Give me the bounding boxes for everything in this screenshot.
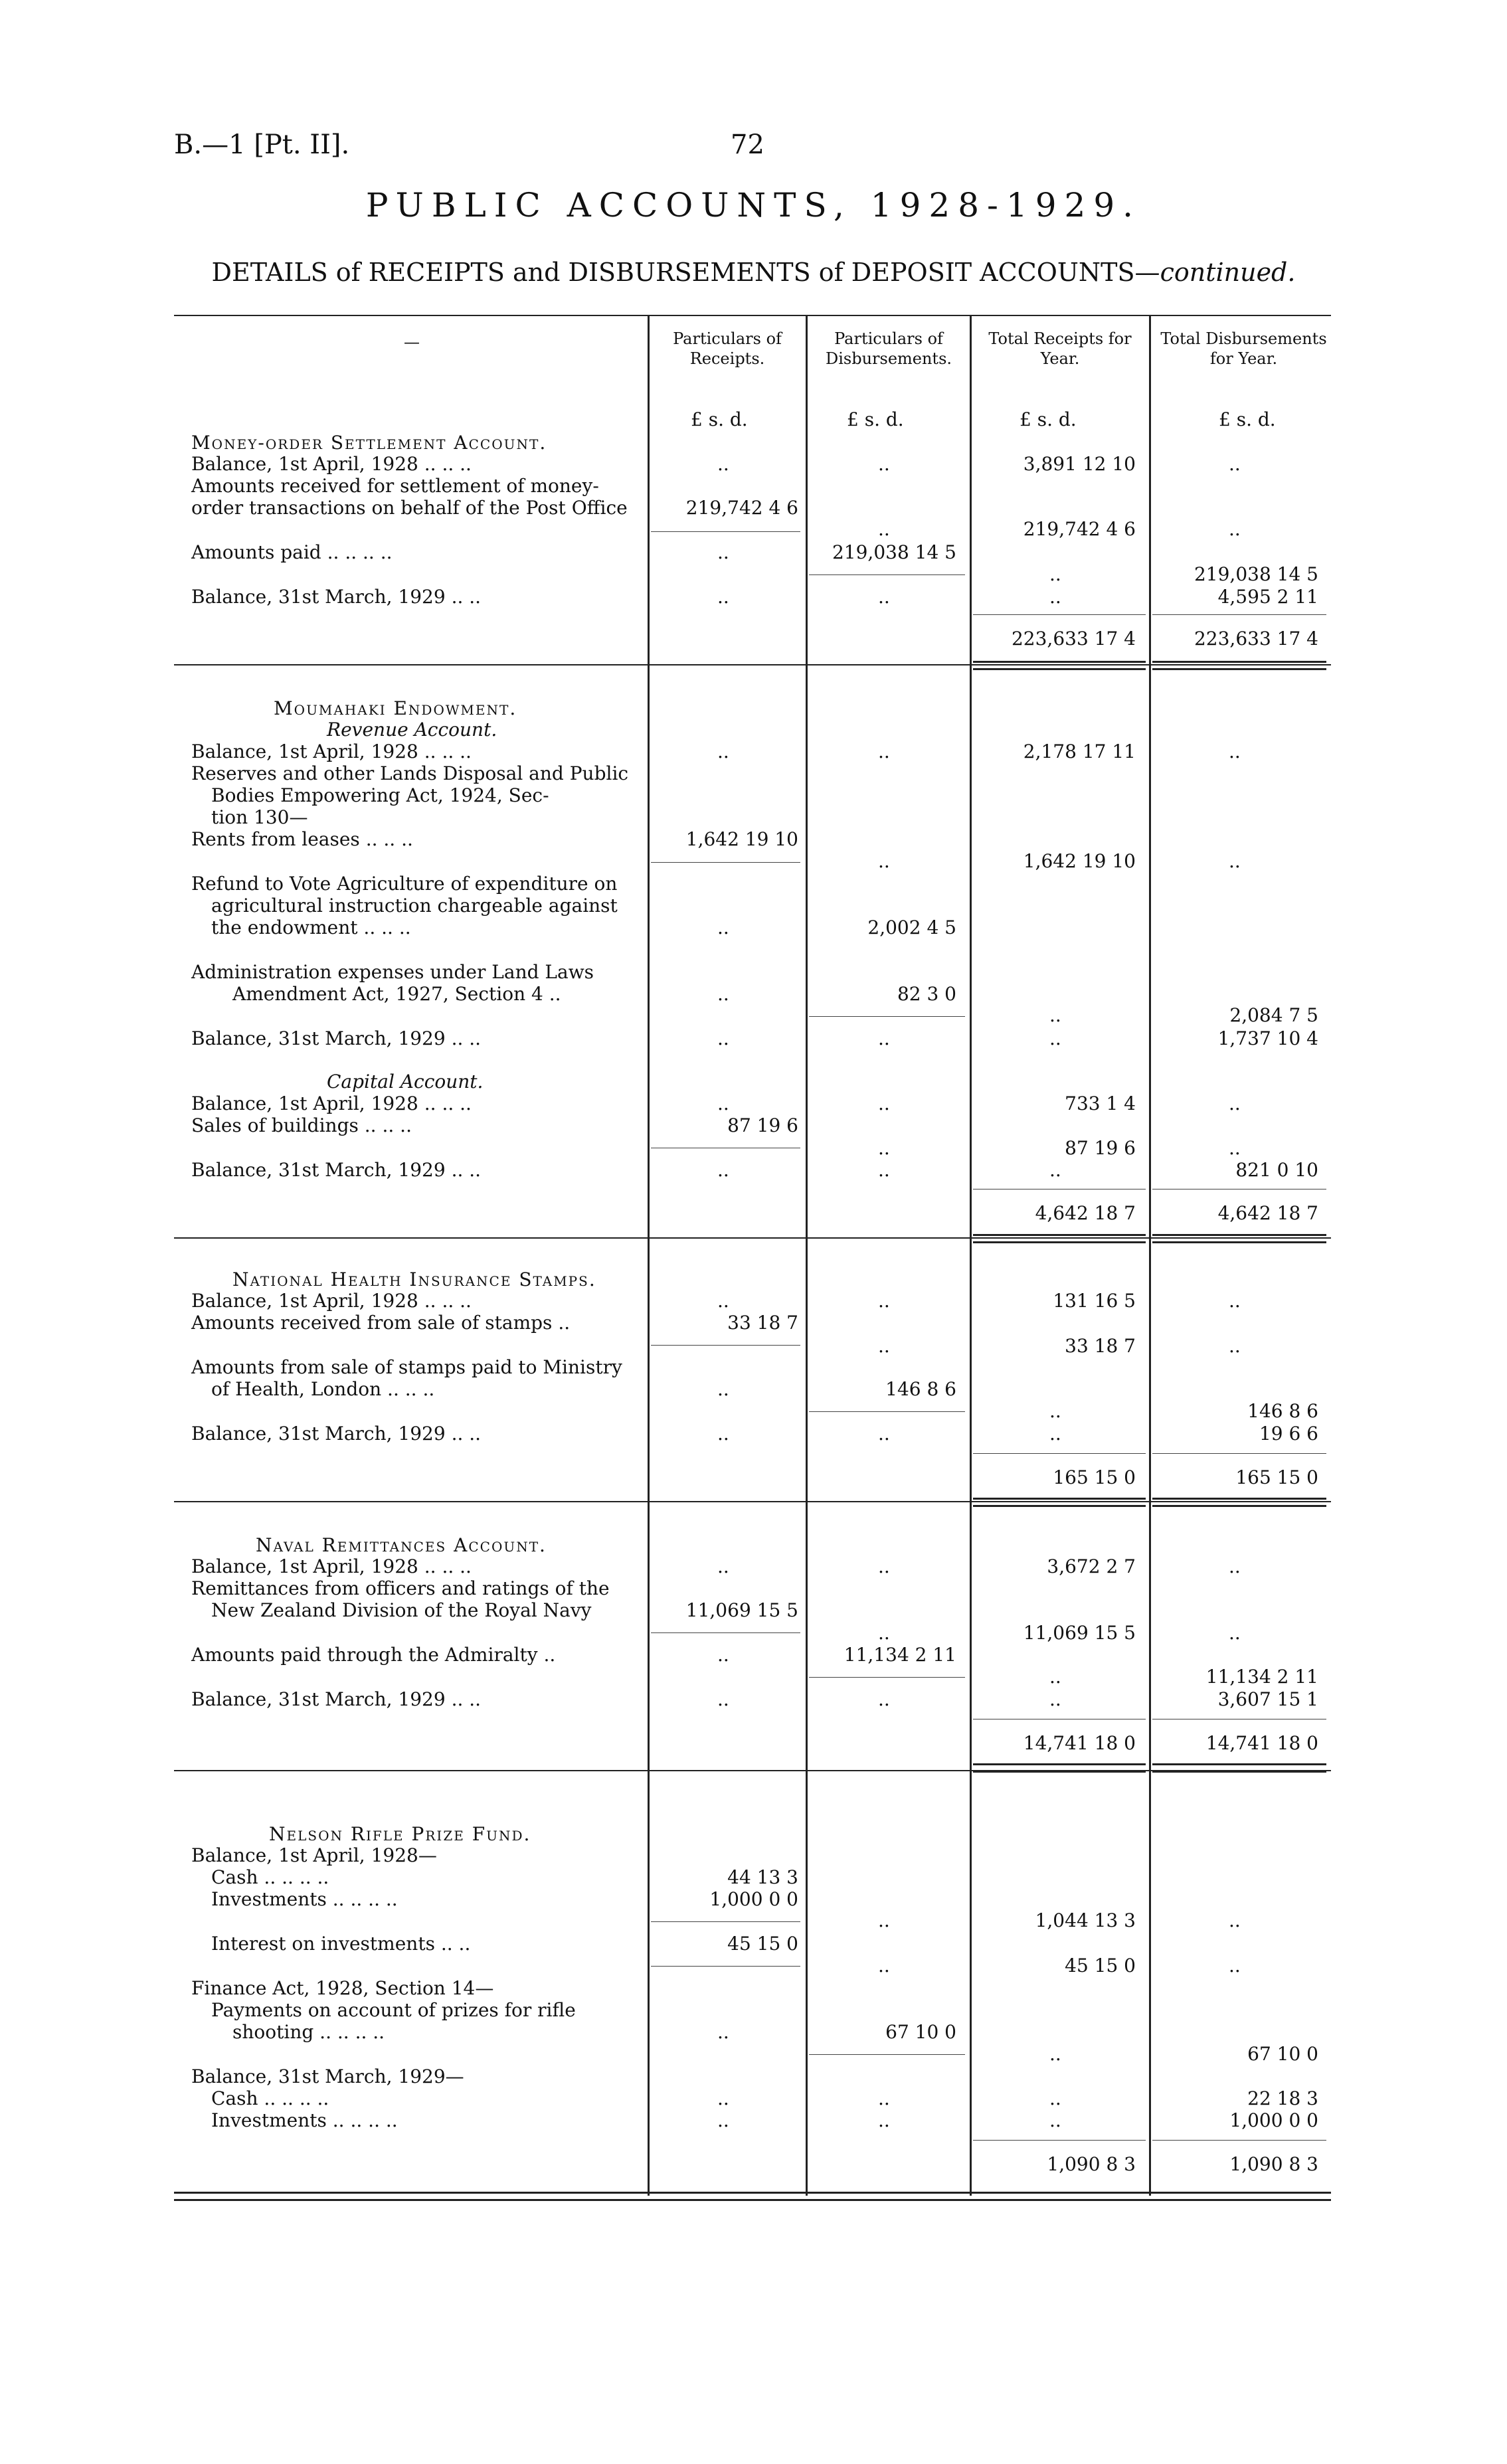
s4-label-4: Amounts paid through the Admiralty ..: [191, 1644, 556, 1666]
s2-d-value-8: 2,002 4 5: [867, 917, 956, 938]
s4-tr-value-1: 3,672 2 7: [1047, 1555, 1136, 1577]
s1-d-value-4: 219,038 14 5: [832, 541, 956, 563]
col-head-disbursements: Particulars of Disbursements.: [825, 329, 952, 368]
s3-td-dots-1: ..: [1229, 1290, 1241, 1312]
s2-label-7: agricultural instruction chargeable against: [211, 895, 618, 917]
s1-td-value-5: 4,595 2 11: [1217, 586, 1318, 608]
s1-td-value-4: 219,038 14 5: [1194, 563, 1318, 585]
s2-td-dots-12: ..: [1229, 1093, 1241, 1114]
s2-r-value-13: 87 19 6: [727, 1114, 798, 1136]
s1-r-rule: [651, 531, 800, 532]
s2-tr-value-12: 733 1 4: [1065, 1093, 1136, 1114]
s3-tr-total: 165 15 0: [1053, 1466, 1136, 1488]
page-reference: B.—1 [Pt. II].: [174, 130, 350, 160]
s2-tr-dots-14: ..: [1049, 1159, 1061, 1181]
s2-d-dots-12: ..: [878, 1093, 890, 1114]
s2-d-dots-5: ..: [878, 850, 890, 872]
s2-td-dots-5: ..: [1229, 850, 1241, 872]
s2-label-13: Sales of buildings .. .. ..: [191, 1114, 412, 1136]
col-divider-4: [1149, 315, 1151, 2196]
s2-td-value-11: 1,737 10 4: [1217, 1027, 1318, 1049]
col-divider-2: [806, 315, 808, 2196]
s3-label-3: Amounts from sale of stamps paid to Ministry: [191, 1356, 622, 1378]
s5-d-dots-3: ..: [878, 1909, 890, 1931]
s3-d-dots-5: ..: [878, 1423, 890, 1445]
s3-r-dots-1: ..: [717, 1290, 729, 1312]
s3-tr-rule: [973, 1453, 1146, 1454]
s5-tr-value-3: 1,044 13 3: [1035, 1909, 1136, 1931]
s2-r-value-5: 1,642 19 10: [685, 828, 798, 850]
col-divider-3: [970, 315, 972, 2196]
s2-section-rule: [174, 1237, 1331, 1239]
s1-label-2: Amounts received for settlement of money-: [191, 475, 599, 497]
s1-r-dots-4: ..: [717, 541, 729, 563]
s4-d-rule: [809, 1677, 965, 1678]
s1-d-rule: [809, 574, 965, 575]
s3-label-5: Balance, 31st March, 1929 .. ..: [191, 1423, 482, 1445]
table-bottom-double-rule: [174, 2192, 1331, 2201]
s2-td-dots-13: ..: [1229, 1137, 1241, 1159]
s5-heading: Nelson Rifle Prize Fund.: [269, 1823, 531, 1845]
s3-tr-dots-5: ..: [1049, 1423, 1061, 1445]
s5-td-value-10: 1,000 0 0: [1229, 2109, 1318, 2131]
s2-d-value-10: 82 3 0: [897, 983, 956, 1005]
s5-r-value-3: 1,000 0 0: [709, 1888, 798, 1910]
s4-section-rule: [174, 1770, 1331, 1771]
unit-disbursements: £ s. d.: [847, 408, 904, 430]
s3-r-rule: [651, 1345, 800, 1346]
table-top-rule: [174, 315, 1331, 316]
s4-label-3: New Zealand Division of the Royal Navy: [211, 1599, 592, 1621]
s5-td-value-7: 67 10 0: [1247, 2043, 1318, 2065]
s5-td-total: 1,090 8 3: [1229, 2153, 1318, 2175]
s2-label-14: Balance, 31st March, 1929 .. ..: [191, 1159, 482, 1181]
s1-label-3: order transactions on behalf of the Post Office: [191, 497, 628, 519]
s2-d-dots-11: ..: [878, 1027, 890, 1049]
s4-r-dots-1: ..: [717, 1555, 729, 1577]
s5-d-dots-4: ..: [878, 1955, 890, 1977]
s4-tr-dots-5: ..: [1049, 1688, 1061, 1710]
s2-label-10: Amendment Act, 1927, Section 4 ..: [232, 983, 561, 1005]
s2-label-6: Refund to Vote Agriculture of expenditure on: [191, 873, 618, 895]
page-title: PUBLIC ACCOUNTS, 1928-1929.: [365, 186, 1142, 224]
page-number: 72: [731, 130, 764, 160]
s3-label-1: Balance, 1st April, 1928 .. .. ..: [191, 1290, 472, 1312]
s3-d-dots-2: ..: [878, 1335, 890, 1357]
s3-td-value-5: 19 6 6: [1259, 1423, 1318, 1445]
s5-r-value-2: 44 13 3: [727, 1866, 798, 1888]
s5-r-rule-2: [651, 1966, 800, 1967]
s4-tr-total: 14,741 18 0: [1023, 1732, 1136, 1754]
s5-td-dots-4: ..: [1229, 1955, 1241, 1977]
s2-r-dots-8: ..: [717, 917, 729, 938]
s2-heading: Moumahaki Endowment.: [274, 697, 517, 719]
s2-r-dots-1: ..: [717, 741, 729, 762]
s4-td-dots-3: ..: [1229, 1622, 1241, 1644]
s4-td-dots-1: ..: [1229, 1555, 1241, 1577]
s2-d-dots-1: ..: [878, 741, 890, 762]
s1-r-value-3: 219,742 4 6: [685, 497, 798, 519]
s5-d-rule: [809, 2054, 965, 2055]
s3-heading: National Health Insurance Stamps.: [232, 1269, 596, 1290]
s3-r-dots-4: ..: [717, 1378, 729, 1400]
page-subtitle: [0, 258, 1507, 287]
s2-td-dots-1: ..: [1229, 741, 1241, 762]
s2-subheading-capital: Capital Account.: [327, 1071, 484, 1093]
s4-label-2: Remittances from officers and ratings of the: [191, 1577, 610, 1599]
col-head-total-receipts: Total Receipts for Year.: [988, 329, 1132, 368]
s3-tr-double-rule: [973, 1498, 1146, 1507]
col-head-total-disbursements: Total Disbursements for Year.: [1160, 329, 1327, 368]
s5-label-1: Balance, 1st April, 1928—: [191, 1844, 437, 1866]
s4-r-value-3: 11,069 15 5: [685, 1599, 798, 1621]
s5-tr-rule: [973, 2140, 1146, 2141]
col-divider-1: [648, 315, 650, 2196]
s1-heading: Money-order Settlement Account.: [191, 432, 547, 454]
s4-d-value-4: 11,134 2 11: [843, 1644, 956, 1666]
s5-r-dots-10: ..: [717, 2109, 729, 2131]
col-head-receipts: Particulars of Receipts.: [673, 329, 782, 368]
s2-label-12: Balance, 1st April, 1928 .. .. ..: [191, 1093, 472, 1114]
s2-td-double-rule: [1152, 1234, 1326, 1243]
s5-label-8: Balance, 31st March, 1929—: [191, 2066, 464, 2087]
s1-label-1: Balance, 1st April, 1928 .. .. ..: [191, 453, 472, 475]
s1-section-rule: [174, 664, 1331, 665]
s1-tr-rule: [973, 614, 1146, 615]
s2-label-8: the endowment .. .. ..: [211, 917, 411, 938]
s1-td-total: 223,633 17 4: [1194, 628, 1318, 650]
s3-td-value-4: 146 8 6: [1247, 1400, 1318, 1422]
s3-td-total: 165 15 0: [1235, 1466, 1318, 1488]
s4-d-dots-3: ..: [878, 1622, 890, 1644]
s3-d-dots-1: ..: [878, 1290, 890, 1312]
s1-label-5: Balance, 31st March, 1929 .. ..: [191, 586, 482, 608]
s1-d-dots-3: ..: [878, 518, 890, 540]
s4-d-dots-1: ..: [878, 1555, 890, 1577]
s5-tr-value-4: 45 15 0: [1065, 1955, 1136, 1977]
s2-r-dots-11: ..: [717, 1027, 729, 1049]
s5-tr-dots-10: ..: [1049, 2109, 1061, 2131]
s2-td-total: 4,642 18 7: [1217, 1202, 1318, 1224]
s3-tr-value-2: 33 18 7: [1065, 1335, 1136, 1357]
s2-label-11: Balance, 31st March, 1929 .. ..: [191, 1027, 482, 1049]
s5-tr-dots-9: ..: [1049, 2087, 1061, 2109]
s2-r-rule-1: [651, 862, 800, 863]
s4-r-dots-4: ..: [717, 1644, 729, 1666]
s5-d-dots-10: ..: [878, 2109, 890, 2131]
s1-r-dots-1: ..: [717, 453, 729, 475]
s5-r-dots-9: ..: [717, 2087, 729, 2109]
s2-label-5: Rents from leases .. .. ..: [191, 828, 413, 850]
s1-tr-total: 223,633 17 4: [1011, 628, 1136, 650]
s1-tr-value-1: 3,891 12 10: [1023, 453, 1136, 475]
s2-d-dots-14: ..: [878, 1159, 890, 1181]
s2-label-3: Bodies Empowering Act, 1924, Sec-: [211, 784, 549, 806]
s4-label-1: Balance, 1st April, 1928 .. .. ..: [191, 1555, 472, 1577]
s3-r-dots-5: ..: [717, 1423, 729, 1445]
s3-label-4: of Health, London .. .. ..: [211, 1378, 435, 1400]
subtitle-main: DETAILS of RECEIPTS and DISBURSEMENTS of DEPOSIT ACCOUNTS—: [211, 258, 1160, 287]
s1-td-double-rule: [1152, 661, 1326, 670]
s2-tr-value-5: 1,642 19 10: [1023, 850, 1136, 872]
s2-tr-dots-10: ..: [1049, 1004, 1061, 1026]
s1-td-dots-3: ..: [1229, 518, 1241, 540]
s2-label-9: Administration expenses under Land Laws: [191, 961, 594, 983]
s5-tr-total: 1,090 8 3: [1047, 2153, 1136, 2175]
s4-label-5: Balance, 31st March, 1929 .. ..: [191, 1688, 482, 1710]
s2-r-dots-14: ..: [717, 1159, 729, 1181]
s5-label-10: Investments .. .. .. ..: [211, 2109, 398, 2131]
subtitle-continued: continued.: [1160, 258, 1296, 287]
s4-r-dots-5: ..: [717, 1688, 729, 1710]
s4-td-value-4: 11,134 2 11: [1205, 1666, 1318, 1688]
s3-section-rule: [174, 1501, 1331, 1502]
s3-r-value-2: 33 18 7: [727, 1312, 798, 1334]
s5-d-dots-9: ..: [878, 2087, 890, 2109]
s1-tr-dots-4: ..: [1049, 563, 1061, 585]
s2-label-1: Balance, 1st April, 1928 .. .. ..: [191, 741, 472, 762]
s5-td-value-9: 22 18 3: [1247, 2087, 1318, 2109]
s5-r-dots-7: ..: [717, 2021, 729, 2043]
s2-label-2: Reserves and other Lands Disposal and Public: [191, 762, 629, 784]
s2-label-4: tion 130—: [211, 806, 308, 828]
s5-td-dots-3: ..: [1229, 1909, 1241, 1931]
s2-tr-value-13: 87 19 6: [1065, 1137, 1136, 1159]
s5-d-value-7: 67 10 0: [885, 2021, 956, 2043]
s5-label-6: Payments on account of prizes for rifle: [211, 1999, 576, 2021]
s2-tr-dots-11: ..: [1049, 1027, 1061, 1049]
s5-label-9: Cash .. .. .. ..: [211, 2087, 329, 2109]
s1-td-dots-1: ..: [1229, 453, 1241, 475]
s5-label-4: Interest on investments .. ..: [211, 1933, 471, 1955]
s3-d-value-4: 146 8 6: [885, 1378, 956, 1400]
s1-r-dots-5: ..: [717, 586, 729, 608]
s5-tr-dots-7: ..: [1049, 2043, 1061, 2065]
s2-tr-total: 4,642 18 7: [1035, 1202, 1136, 1224]
s4-r-rule: [651, 1632, 800, 1633]
s4-td-total: 14,741 18 0: [1205, 1732, 1318, 1754]
s4-d-dots-5: ..: [878, 1688, 890, 1710]
s1-td-rule: [1152, 614, 1326, 615]
s1-tr-dots-5: ..: [1049, 586, 1061, 608]
unit-receipts: £ s. d.: [691, 408, 748, 430]
s5-label-2: Cash .. .. .. ..: [211, 1866, 329, 1888]
s4-tr-dots-4: ..: [1049, 1666, 1061, 1688]
s2-tr-double-rule: [973, 1234, 1146, 1243]
s2-subheading-revenue: Revenue Account.: [327, 719, 497, 741]
s3-d-rule: [809, 1411, 965, 1412]
s2-tr-value-1: 2,178 17 11: [1023, 741, 1136, 762]
s2-r-dots-10: ..: [717, 983, 729, 1005]
s5-label-3: Investments .. .. .. ..: [211, 1888, 398, 1910]
unit-total-disbursements: £ s. d.: [1219, 408, 1276, 430]
s5-r-rule-1: [651, 1921, 800, 1922]
s2-d-dots-13: ..: [878, 1137, 890, 1159]
s3-tr-dots-4: ..: [1049, 1400, 1061, 1422]
s2-td-value-14: 821 0 10: [1235, 1159, 1318, 1181]
s3-tr-value-1: 131 16 5: [1053, 1290, 1136, 1312]
s4-tr-value-3: 11,069 15 5: [1023, 1622, 1136, 1644]
s3-label-2: Amounts received from sale of stamps ..: [191, 1312, 571, 1334]
s3-td-rule: [1152, 1453, 1326, 1454]
s3-td-dots-2: ..: [1229, 1335, 1241, 1357]
s3-td-double-rule: [1152, 1498, 1326, 1507]
s1-tr-double-rule: [973, 661, 1146, 670]
s5-label-7: shooting .. .. .. ..: [232, 2021, 385, 2043]
s5-td-rule: [1152, 2140, 1326, 2141]
s5-r-value-4: 45 15 0: [727, 1933, 798, 1955]
s2-td-value-10: 2,084 7 5: [1229, 1004, 1318, 1026]
s2-d-rule-1: [809, 1016, 965, 1017]
s1-d-dots-1: ..: [878, 453, 890, 475]
s4-heading: Naval Remittances Account.: [256, 1534, 547, 1556]
s1-label-4: Amounts paid .. .. .. ..: [191, 541, 393, 563]
s5-label-5: Finance Act, 1928, Section 14—: [191, 1977, 494, 1999]
s4-td-value-5: 3,607 15 1: [1217, 1688, 1318, 1710]
s2-r-dots-12: ..: [717, 1093, 729, 1114]
col-head-dash: —: [404, 333, 420, 351]
s1-d-dots-5: ..: [878, 586, 890, 608]
s1-tr-value-3: 219,742 4 6: [1023, 518, 1136, 540]
unit-total-receipts: £ s. d.: [1019, 408, 1077, 430]
